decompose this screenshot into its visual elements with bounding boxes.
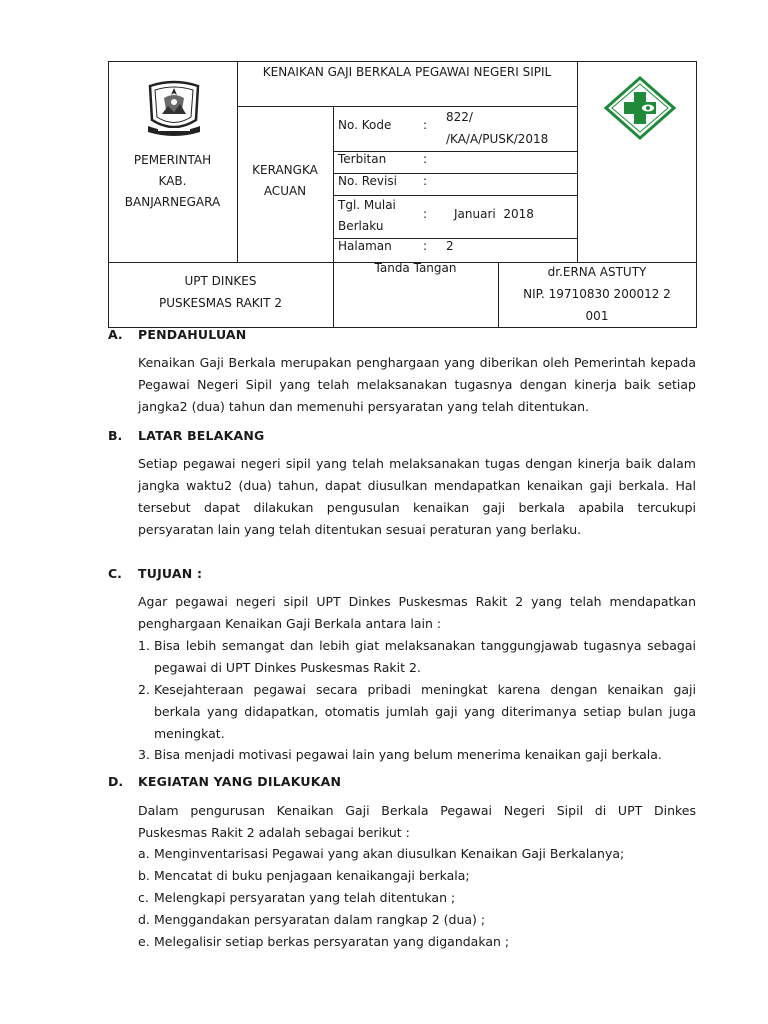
unit-name <box>108 270 333 314</box>
signer-nip-line-1: NIP. 19710830 200012 2 <box>523 287 671 301</box>
section-b-letter: B. <box>108 428 123 443</box>
section-d-letter: D. <box>108 774 124 789</box>
table-divider-3 <box>577 61 578 262</box>
section-c-intro <box>138 591 696 635</box>
paragraph-line: Pegawai Negeri Sipil yang telah melaksanakan tugasnya dengan kinerja baik setiap <box>138 377 696 392</box>
list-line: meningkat. <box>154 726 225 741</box>
list-marker: 3. <box>138 747 150 762</box>
document-type-line-2: ACUAN <box>263 184 307 198</box>
section-d-title: KEGIATAN YANG DILAKUKAN <box>138 774 342 789</box>
signer-nip-line-2: 001 <box>585 309 609 323</box>
field-sep: : <box>423 152 428 166</box>
document-type-line-1: KERANGKA <box>252 163 318 177</box>
field-sep: : <box>423 207 428 221</box>
list-marker: d. <box>138 912 150 927</box>
field-label-tgl-mulai: Tgl. Mulai Berlaku <box>338 198 396 233</box>
puskesmas-logo <box>604 76 676 140</box>
org-line-2: KAB. <box>158 174 187 188</box>
field-sep: : <box>423 239 428 253</box>
list-line: Melegalisir setiap berkas persyaratan yang digandakan ; <box>154 934 510 949</box>
paragraph-line: jangka waktu2 (dua) tahun, dapat diusulkan mendapatkan kenaikan gaji berkala. Hal <box>138 478 696 493</box>
section-b-title: LATAR BELAKANG <box>138 428 265 443</box>
paragraph-line: Agar pegawai negeri sipil UPT Dinkes Puskesmas Rakit 2 yang telah mendapatkan <box>138 594 696 609</box>
coat-of-arms-logo <box>142 76 206 140</box>
list-item <box>138 865 696 887</box>
list-item <box>138 679 696 745</box>
unit-line-1: UPT DINKES <box>184 274 257 288</box>
org-name <box>108 150 237 213</box>
green-cross-icon <box>604 76 676 140</box>
list-marker: c. <box>138 890 149 905</box>
field-value-halaman: 2 <box>446 239 454 253</box>
list-marker: 2. <box>138 682 150 697</box>
unit-line-2: PUSKESMAS RAKIT 2 <box>159 296 282 310</box>
signature-label: Tanda Tangan <box>374 261 457 275</box>
field-label-halaman: Halaman <box>338 239 392 253</box>
section-d-intro <box>138 800 696 844</box>
field-value-no-kode: 822/ /KA/A/PUSK/2018 <box>446 110 549 146</box>
list-line: Bisa lebih semangat dan lebih giat melaksanakan tanggungjawab tugasnya sebagai <box>154 638 696 653</box>
list-marker: 1. <box>138 638 150 653</box>
paragraph-line: persyaratan lain yang telah ditentukan sesuai peraturan yang berlaku. <box>138 522 582 537</box>
paragraph-line: Puskesmas Rakit 2 adalah sebagai berikut : <box>138 825 410 840</box>
list-line: Menggandakan persyaratan dalam rangkap 2 (dua) ; <box>154 912 486 927</box>
section-c-letter: C. <box>108 566 122 581</box>
list-line: Bisa menjadi motivasi pegawai lain yang belum menerima kenaikan gaji berkala. <box>154 747 662 762</box>
list-item <box>138 635 696 679</box>
list-line: Menginventarisasi Pegawai yang akan diusulkan Kenaikan Gaji Berkalanya; <box>154 846 625 861</box>
signer-name: dr.ERNA ASTUTY <box>547 265 647 279</box>
list-line: Kesejahteraan pegawai secara pribadi meningkat karena dengan kenaikan gaji <box>154 682 696 697</box>
table-border-right <box>696 61 697 328</box>
field-label-terbitan: Terbitan <box>338 152 387 166</box>
field-label-no-revisi: No. Revisi <box>338 174 397 188</box>
list-line: berkala yang didapatkan, otomatis jumlah gaji yang diterimanya setiap bulan juga <box>154 704 696 719</box>
paragraph-line: jangka2 (dua) tahun dan memenuhi persyaratan yang telah ditentukan. <box>138 399 589 414</box>
list-line: Mencatat di buku penjagaan kenaikangaji berkala; <box>154 868 470 883</box>
section-c-title: TUJUAN : <box>138 566 203 581</box>
paragraph-line: tersebut dapat dilakukan pengusulan kenaikan gaji berkala apabila tercukupi <box>138 500 696 515</box>
list-marker: e. <box>138 934 150 949</box>
signer-block <box>498 261 696 327</box>
list-item <box>138 909 696 931</box>
org-line-3: BANJARNEGARA <box>124 195 221 209</box>
list-marker: b. <box>138 868 150 883</box>
paragraph-line: Dalam pengurusan Kenaikan Gaji Berkala Pegawai Negeri Sipil di UPT Dinkes <box>138 803 696 818</box>
coat-of-arms-icon <box>142 76 206 140</box>
paragraph-line: penghargaan Kenaikan Gaji Berkala antara lain : <box>138 616 442 631</box>
paragraph-line: Kenaikan Gaji Berkala merupakan penghargaan yang diberikan oleh Pemerintah kepada <box>138 355 696 370</box>
field-value-tgl-mulai: Januari 2018 <box>454 207 534 221</box>
document-title: KENAIKAN GAJI BERKALA PEGAWAI NEGERI SIPIL <box>262 65 552 79</box>
section-a-letter: A. <box>108 327 123 342</box>
list-item <box>138 887 696 909</box>
list-item <box>138 744 696 766</box>
section-b-paragraph <box>138 453 696 541</box>
list-item <box>138 843 696 865</box>
list-line: pegawai di UPT Dinkes Puskesmas Rakit 2. <box>154 660 421 675</box>
field-sep: : <box>423 118 428 132</box>
field-sep: : <box>423 174 428 188</box>
org-line-1: PEMERINTAH <box>133 153 212 167</box>
paragraph-line: Setiap pegawai negeri sipil yang telah melaksanakan tugas dengan kinerja baik dalam <box>138 456 696 471</box>
section-a-title: PENDAHULUAN <box>138 327 247 342</box>
list-marker: a. <box>138 846 150 861</box>
list-item <box>138 931 696 953</box>
document-type <box>237 160 333 202</box>
section-a-paragraph <box>138 352 696 418</box>
field-label-no-kode: No. Kode <box>338 118 392 132</box>
list-line: Melengkapi persyaratan yang telah ditentukan ; <box>154 890 456 905</box>
